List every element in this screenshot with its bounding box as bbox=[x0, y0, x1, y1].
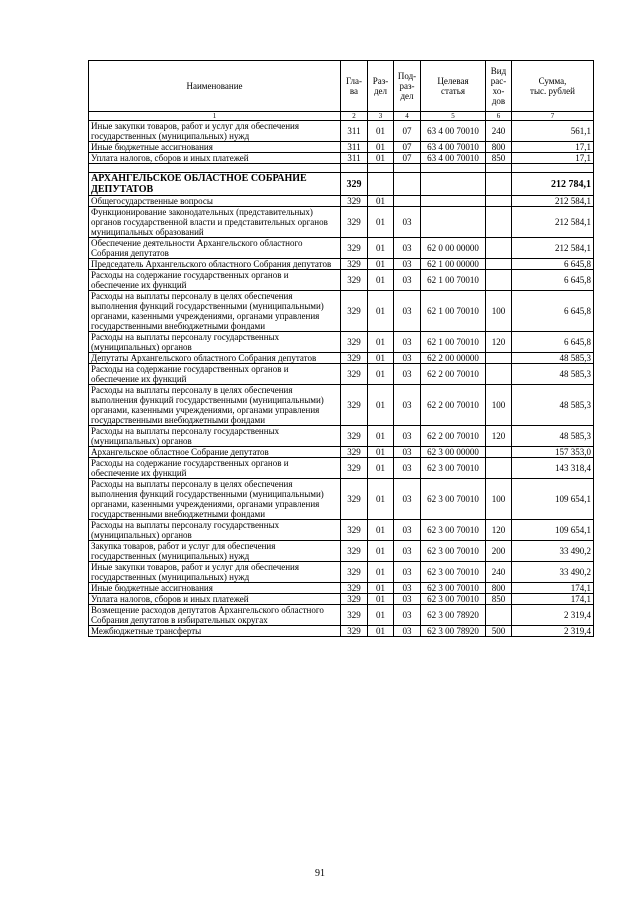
cell-sum: 109 654,1 bbox=[512, 479, 594, 520]
header-sum: Сумма, тыс. рублей bbox=[512, 61, 594, 112]
cell-glava: 329 bbox=[341, 270, 368, 291]
cell-name: Общегосударственные вопросы bbox=[89, 196, 341, 207]
cell-glava: 329 bbox=[341, 385, 368, 426]
cell-name: Межбюджетные трансферты bbox=[89, 626, 341, 637]
cell-name: Иные бюджетные ассигнования bbox=[89, 583, 341, 594]
cell-sum: 109 654,1 bbox=[512, 520, 594, 541]
cell-name: Расходы на выплаты персоналу в целях обеспечения выполнения функций государственными (муниципальными) органами, казенными учреждениями, органами управления государственными внебюджетными фондами bbox=[89, 291, 341, 332]
column-number: 4 bbox=[394, 112, 421, 121]
cell-expense-type bbox=[486, 270, 512, 291]
cell-glava: 329 bbox=[341, 364, 368, 385]
cell-glava: 329 bbox=[341, 605, 368, 626]
cell-name: Уплата налогов, сборов и иных платежей bbox=[89, 153, 341, 164]
cell-razdel: 01 bbox=[368, 541, 394, 562]
table-row bbox=[89, 291, 594, 332]
cell-glava: 329 bbox=[341, 291, 368, 332]
cell-glava: 329 bbox=[341, 479, 368, 520]
cell-glava: 329 bbox=[341, 173, 368, 196]
cell-razdel: 01 bbox=[368, 458, 394, 479]
cell-razdel: 01 bbox=[368, 626, 394, 637]
table-row bbox=[89, 458, 594, 479]
cell-name: Архангельское областное Собрание депутатов bbox=[89, 447, 341, 458]
cell-expense-type bbox=[486, 364, 512, 385]
cell-target-article: 62 2 00 00000 bbox=[421, 353, 486, 364]
cell-podrazdel: 03 bbox=[394, 626, 421, 637]
cell-target-article: 62 3 00 78920 bbox=[421, 605, 486, 626]
cell-sum: 2 319,4 bbox=[512, 626, 594, 637]
cell-expense-type: 800 bbox=[486, 583, 512, 594]
table-body bbox=[89, 121, 594, 637]
table-row bbox=[89, 541, 594, 562]
cell-podrazdel: 03 bbox=[394, 583, 421, 594]
header-glava: Гла- ва bbox=[341, 61, 368, 112]
cell-target-article: 62 3 00 70010 bbox=[421, 562, 486, 583]
cell-glava: 311 bbox=[341, 142, 368, 153]
cell-name: Депутаты Архангельского областного Собрания депутатов bbox=[89, 353, 341, 364]
cell-sum: 143 318,4 bbox=[512, 458, 594, 479]
cell-target-article bbox=[421, 196, 486, 207]
cell-target-article: 63 4 00 70010 bbox=[421, 121, 486, 142]
cell-razdel: 01 bbox=[368, 583, 394, 594]
column-number-row bbox=[89, 112, 594, 121]
table-row bbox=[89, 364, 594, 385]
cell-target-article: 62 3 00 70010 bbox=[421, 458, 486, 479]
cell-sum: 212 584,1 bbox=[512, 207, 594, 238]
cell-name: Иные закупки товаров, работ и услуг для обеспечения государственных (муниципальных) нужд bbox=[89, 562, 341, 583]
cell-target-article: 63 4 00 70010 bbox=[421, 153, 486, 164]
cell-name: Уплата налогов, сборов и иных платежей bbox=[89, 594, 341, 605]
cell-expense-type: 850 bbox=[486, 594, 512, 605]
table-header-row bbox=[89, 61, 594, 112]
table-row bbox=[89, 594, 594, 605]
cell-expense-type: 120 bbox=[486, 426, 512, 447]
budget-document-page bbox=[88, 60, 593, 637]
cell-expense-type bbox=[486, 238, 512, 259]
cell-expense-type: 240 bbox=[486, 562, 512, 583]
empty-cell bbox=[368, 164, 394, 173]
cell-name: Возмещение расходов депутатов Архангельского областного Собрания депутатов в избирательных округах bbox=[89, 605, 341, 626]
cell-target-article: 62 3 00 70010 bbox=[421, 583, 486, 594]
cell-name: Иные бюджетные ассигнования bbox=[89, 142, 341, 153]
table-row bbox=[89, 196, 594, 207]
cell-podrazdel: 07 bbox=[394, 121, 421, 142]
cell-podrazdel: 03 bbox=[394, 426, 421, 447]
cell-name: Расходы на выплаты персоналу в целях обеспечения выполнения функций государственными (муниципальными) органами, казенными учреждениями, органами управления государственными внебюджетными фондами bbox=[89, 385, 341, 426]
cell-razdel: 01 bbox=[368, 353, 394, 364]
cell-podrazdel: 03 bbox=[394, 594, 421, 605]
empty-cell bbox=[394, 164, 421, 173]
cell-sum: 48 585,3 bbox=[512, 364, 594, 385]
empty-cell bbox=[341, 164, 368, 173]
cell-glava: 329 bbox=[341, 520, 368, 541]
cell-name: Иные закупки товаров, работ и услуг для обеспечения государственных (муниципальных) нужд bbox=[89, 121, 341, 142]
cell-glava: 329 bbox=[341, 238, 368, 259]
cell-glava: 311 bbox=[341, 153, 368, 164]
cell-target-article: 62 2 00 70010 bbox=[421, 364, 486, 385]
cell-sum: 48 585,3 bbox=[512, 426, 594, 447]
cell-glava: 329 bbox=[341, 259, 368, 270]
table-row bbox=[89, 583, 594, 594]
table-row bbox=[89, 142, 594, 153]
cell-expense-type: 500 bbox=[486, 626, 512, 637]
cell-expense-type: 240 bbox=[486, 121, 512, 142]
cell-expense-type: 850 bbox=[486, 153, 512, 164]
header-podrazdel: Под- раз- дел bbox=[394, 61, 421, 112]
cell-target-article bbox=[421, 173, 486, 196]
cell-razdel: 01 bbox=[368, 153, 394, 164]
cell-razdel: 01 bbox=[368, 121, 394, 142]
cell-sum: 6 645,8 bbox=[512, 270, 594, 291]
cell-expense-type bbox=[486, 605, 512, 626]
column-number: 2 bbox=[341, 112, 368, 121]
cell-target-article: 62 3 00 00000 bbox=[421, 447, 486, 458]
cell-expense-type: 100 bbox=[486, 385, 512, 426]
cell-podrazdel bbox=[394, 196, 421, 207]
cell-target-article: 62 1 00 70010 bbox=[421, 270, 486, 291]
cell-razdel: 01 bbox=[368, 207, 394, 238]
cell-razdel: 01 bbox=[368, 594, 394, 605]
cell-podrazdel: 03 bbox=[394, 447, 421, 458]
cell-target-article: 62 3 00 70010 bbox=[421, 520, 486, 541]
column-number: 1 bbox=[89, 112, 341, 121]
cell-razdel: 01 bbox=[368, 479, 394, 520]
cell-expense-type bbox=[486, 458, 512, 479]
column-number: 6 bbox=[486, 112, 512, 121]
cell-razdel: 01 bbox=[368, 259, 394, 270]
cell-target-article: 62 1 00 00000 bbox=[421, 259, 486, 270]
cell-razdel: 01 bbox=[368, 562, 394, 583]
empty-cell bbox=[512, 164, 594, 173]
cell-target-article: 62 3 00 70010 bbox=[421, 541, 486, 562]
cell-sum: 17,1 bbox=[512, 142, 594, 153]
cell-podrazdel: 03 bbox=[394, 353, 421, 364]
cell-glava: 329 bbox=[341, 562, 368, 583]
cell-podrazdel: 03 bbox=[394, 458, 421, 479]
cell-glava: 329 bbox=[341, 541, 368, 562]
table-row bbox=[89, 259, 594, 270]
cell-razdel bbox=[368, 173, 394, 196]
cell-expense-type: 100 bbox=[486, 479, 512, 520]
empty-cell bbox=[89, 164, 341, 173]
cell-name: Расходы на выплаты персоналу государственных (муниципальных) органов bbox=[89, 332, 341, 353]
cell-glava: 329 bbox=[341, 447, 368, 458]
column-number: 7 bbox=[512, 112, 594, 121]
cell-sum: 6 645,8 bbox=[512, 259, 594, 270]
cell-sum: 48 585,3 bbox=[512, 353, 594, 364]
cell-sum: 212 784,1 bbox=[512, 173, 594, 196]
cell-expense-type bbox=[486, 353, 512, 364]
table-row bbox=[89, 479, 594, 520]
empty-cell bbox=[421, 164, 486, 173]
cell-podrazdel: 03 bbox=[394, 385, 421, 426]
cell-glava: 329 bbox=[341, 626, 368, 637]
cell-razdel: 01 bbox=[368, 520, 394, 541]
cell-expense-type bbox=[486, 196, 512, 207]
cell-name: Обеспечение деятельности Архангельского областного Собрания депутатов bbox=[89, 238, 341, 259]
cell-expense-type bbox=[486, 447, 512, 458]
cell-glava: 329 bbox=[341, 207, 368, 238]
cell-glava: 329 bbox=[341, 196, 368, 207]
table-row bbox=[89, 426, 594, 447]
cell-podrazdel: 03 bbox=[394, 541, 421, 562]
cell-sum: 33 490,2 bbox=[512, 541, 594, 562]
column-number: 3 bbox=[368, 112, 394, 121]
cell-name: Расходы на выплаты персоналу в целях обеспечения выполнения функций государственными (муниципальными) органами, казенными учреждениями, органами управления государственными внебюджетными фондами bbox=[89, 479, 341, 520]
table-row bbox=[89, 605, 594, 626]
table-row bbox=[89, 332, 594, 353]
budget-table bbox=[88, 60, 594, 637]
cell-sum: 33 490,2 bbox=[512, 562, 594, 583]
cell-podrazdel bbox=[394, 173, 421, 196]
cell-sum: 157 353,0 bbox=[512, 447, 594, 458]
table-row bbox=[89, 207, 594, 238]
cell-expense-type: 120 bbox=[486, 332, 512, 353]
cell-name: АРХАНГЕЛЬСКОЕ ОБЛАСТНОЕ СОБРАНИЕ ДЕПУТАТОВ bbox=[89, 173, 341, 196]
cell-target-article: 62 0 00 00000 bbox=[421, 238, 486, 259]
cell-razdel: 01 bbox=[368, 291, 394, 332]
cell-name: Функционирование законодательных (представительных) органов государственной власти и представительных органов муниципальных образований bbox=[89, 207, 341, 238]
cell-glava: 329 bbox=[341, 332, 368, 353]
header-name: Наименование bbox=[89, 61, 341, 112]
table-row bbox=[89, 173, 594, 196]
cell-podrazdel: 03 bbox=[394, 207, 421, 238]
cell-expense-type bbox=[486, 259, 512, 270]
cell-podrazdel: 03 bbox=[394, 479, 421, 520]
cell-sum: 174,1 bbox=[512, 583, 594, 594]
cell-expense-type bbox=[486, 207, 512, 238]
table-row bbox=[89, 270, 594, 291]
cell-sum: 212 584,1 bbox=[512, 238, 594, 259]
empty-cell bbox=[486, 164, 512, 173]
cell-sum: 561,1 bbox=[512, 121, 594, 142]
cell-glava: 329 bbox=[341, 458, 368, 479]
page-number: 91 bbox=[315, 868, 325, 879]
cell-sum: 6 645,8 bbox=[512, 332, 594, 353]
cell-podrazdel: 03 bbox=[394, 520, 421, 541]
table-row bbox=[89, 385, 594, 426]
cell-name: Расходы на содержание государственных органов и обеспечение их функций bbox=[89, 364, 341, 385]
header-target-article: Целевая статья bbox=[421, 61, 486, 112]
cell-podrazdel: 03 bbox=[394, 238, 421, 259]
cell-name: Закупка товаров, работ и услуг для обеспечения государственных (муниципальных) нужд bbox=[89, 541, 341, 562]
cell-sum: 17,1 bbox=[512, 153, 594, 164]
cell-expense-type: 800 bbox=[486, 142, 512, 153]
cell-razdel: 01 bbox=[368, 270, 394, 291]
cell-target-article: 62 3 00 70010 bbox=[421, 479, 486, 520]
cell-razdel: 01 bbox=[368, 385, 394, 426]
table-row bbox=[89, 562, 594, 583]
cell-name: Председатель Архангельского областного Собрания депутатов bbox=[89, 259, 341, 270]
table-row bbox=[89, 121, 594, 142]
table-row bbox=[89, 153, 594, 164]
cell-podrazdel: 03 bbox=[394, 562, 421, 583]
cell-expense-type: 200 bbox=[486, 541, 512, 562]
table-row bbox=[89, 238, 594, 259]
cell-razdel: 01 bbox=[368, 605, 394, 626]
cell-expense-type: 100 bbox=[486, 291, 512, 332]
cell-razdel: 01 bbox=[368, 364, 394, 385]
cell-target-article bbox=[421, 207, 486, 238]
cell-target-article: 62 1 00 70010 bbox=[421, 291, 486, 332]
cell-podrazdel: 03 bbox=[394, 259, 421, 270]
cell-razdel: 01 bbox=[368, 142, 394, 153]
cell-target-article: 63 4 00 70010 bbox=[421, 142, 486, 153]
cell-name: Расходы на содержание государственных органов и обеспечение их функций bbox=[89, 270, 341, 291]
table-row bbox=[89, 520, 594, 541]
cell-target-article: 62 3 00 70010 bbox=[421, 594, 486, 605]
cell-razdel: 01 bbox=[368, 332, 394, 353]
spacer-row bbox=[89, 164, 594, 173]
cell-podrazdel: 07 bbox=[394, 142, 421, 153]
table-row bbox=[89, 626, 594, 637]
cell-target-article: 62 2 00 70010 bbox=[421, 385, 486, 426]
cell-expense-type bbox=[486, 173, 512, 196]
cell-razdel: 01 bbox=[368, 426, 394, 447]
header-razdel: Раз- дел bbox=[368, 61, 394, 112]
cell-glava: 329 bbox=[341, 426, 368, 447]
cell-podrazdel: 03 bbox=[394, 364, 421, 385]
cell-razdel: 01 bbox=[368, 196, 394, 207]
cell-glava: 329 bbox=[341, 594, 368, 605]
cell-razdel: 01 bbox=[368, 238, 394, 259]
cell-podrazdel: 07 bbox=[394, 153, 421, 164]
cell-glava: 311 bbox=[341, 121, 368, 142]
cell-podrazdel: 03 bbox=[394, 605, 421, 626]
cell-sum: 174,1 bbox=[512, 594, 594, 605]
column-number: 5 bbox=[421, 112, 486, 121]
cell-glava: 329 bbox=[341, 583, 368, 594]
cell-podrazdel: 03 bbox=[394, 332, 421, 353]
cell-name: Расходы на содержание государственных органов и обеспечение их функций bbox=[89, 458, 341, 479]
cell-target-article: 62 3 00 78920 bbox=[421, 626, 486, 637]
cell-name: Расходы на выплаты персоналу государственных (муниципальных) органов bbox=[89, 520, 341, 541]
cell-sum: 48 585,3 bbox=[512, 385, 594, 426]
cell-glava: 329 bbox=[341, 353, 368, 364]
cell-name: Расходы на выплаты персоналу государственных (муниципальных) органов bbox=[89, 426, 341, 447]
table-row bbox=[89, 447, 594, 458]
cell-podrazdel: 03 bbox=[394, 291, 421, 332]
cell-podrazdel: 03 bbox=[394, 270, 421, 291]
cell-target-article: 62 2 00 70010 bbox=[421, 426, 486, 447]
cell-expense-type: 120 bbox=[486, 520, 512, 541]
cell-sum: 2 319,4 bbox=[512, 605, 594, 626]
header-expense-type: Вид рас- хо- дов bbox=[486, 61, 512, 112]
cell-razdel: 01 bbox=[368, 447, 394, 458]
cell-sum: 6 645,8 bbox=[512, 291, 594, 332]
table-row bbox=[89, 353, 594, 364]
cell-sum: 212 584,1 bbox=[512, 196, 594, 207]
cell-target-article: 62 1 00 70010 bbox=[421, 332, 486, 353]
